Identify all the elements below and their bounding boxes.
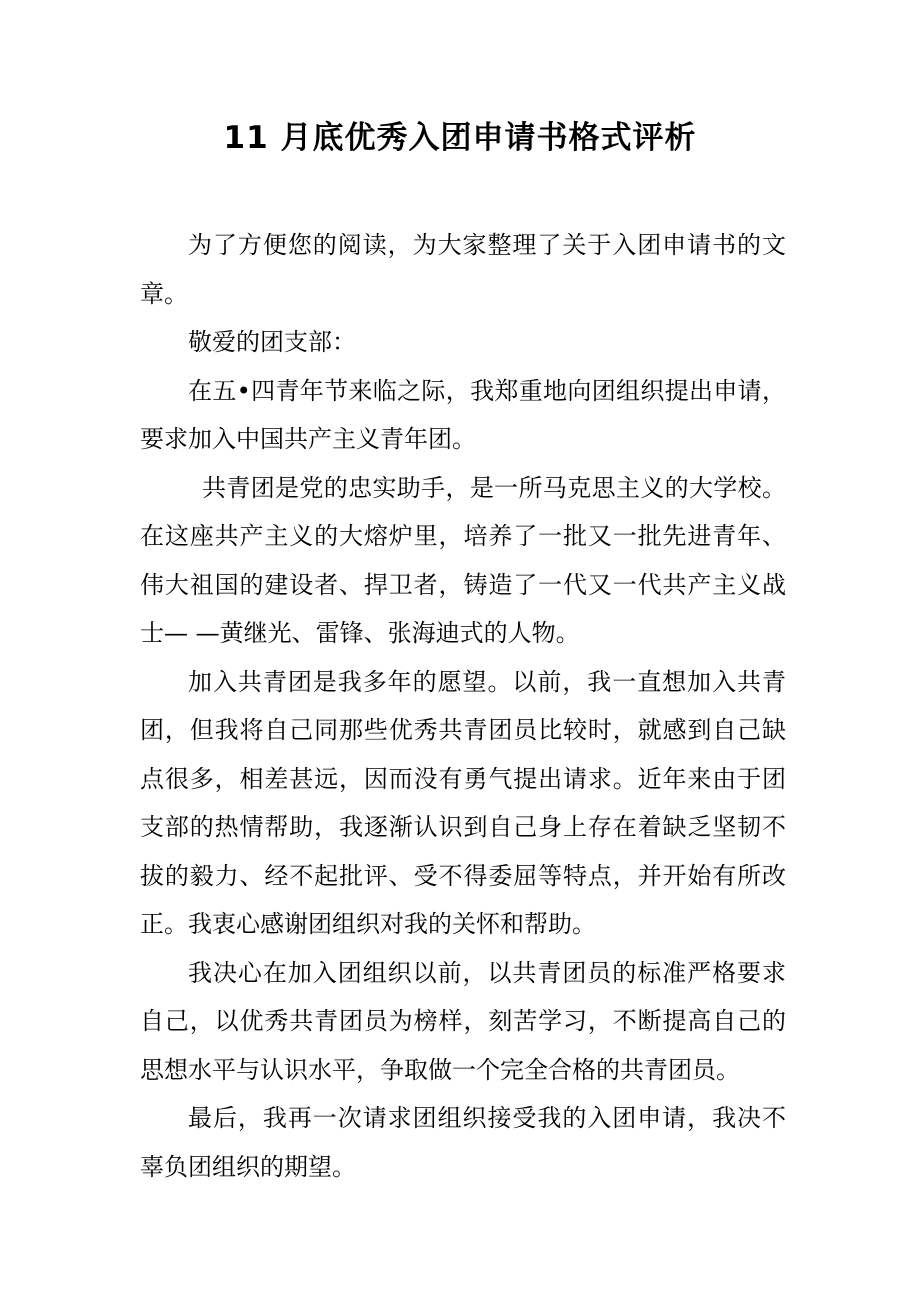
intro-paragraph: 为了方便您的阅读，为大家整理了关于入团申请书的文章。 bbox=[140, 231, 786, 308]
document-body bbox=[140, 221, 786, 1191]
application-paragraph: 在五•四青年节来临之际，我郑重地向团组织提出申请，要求加入中国共产主义青年团。 bbox=[140, 376, 786, 453]
resolution-paragraph: 我决心在加入团组织以前，以共青团员的标准严格要求自己，以优秀共青团员为榜样，刻苦学习，不断提高自己的思想水平与认识水平，争取做一个完全合格的共青团员。 bbox=[140, 958, 786, 1084]
league-description-paragraph: 共青团是党的忠实助手，是一所马克思主义的大学校。在这座共产主义的大熔炉里，培养了一批又一批先进青年、伟大祖国的建设者、捍卫者，铸造了一代又一代共产主义战士— —黄继光、雷锋、张海迪式的人物。 bbox=[140, 473, 786, 647]
salutation: 敬爱的团支部： bbox=[188, 328, 356, 356]
document-title: 11 月底优秀入团申请书格式评析 bbox=[223, 120, 697, 156]
motivation-paragraph: 加入共青团是我多年的愿望。以前，我一直想加入共青团，但我将自己同那些优秀共青团员比较时，就感到自己缺点很多，相差甚远，因而没有勇气提出请求。近年来由于团支部的热情帮助，我逐渐认识到自己身上存在着缺乏坚韧不拔的毅力、经不起批评、受不得委屈等特点，并开始有所改正。我衷心感谢团组织对我的关怀和帮助。 bbox=[140, 667, 786, 938]
closing-paragraph: 最后，我再一次请求团组织接受我的入团申请，我决不辜负团组织的期望。 bbox=[140, 1104, 786, 1181]
